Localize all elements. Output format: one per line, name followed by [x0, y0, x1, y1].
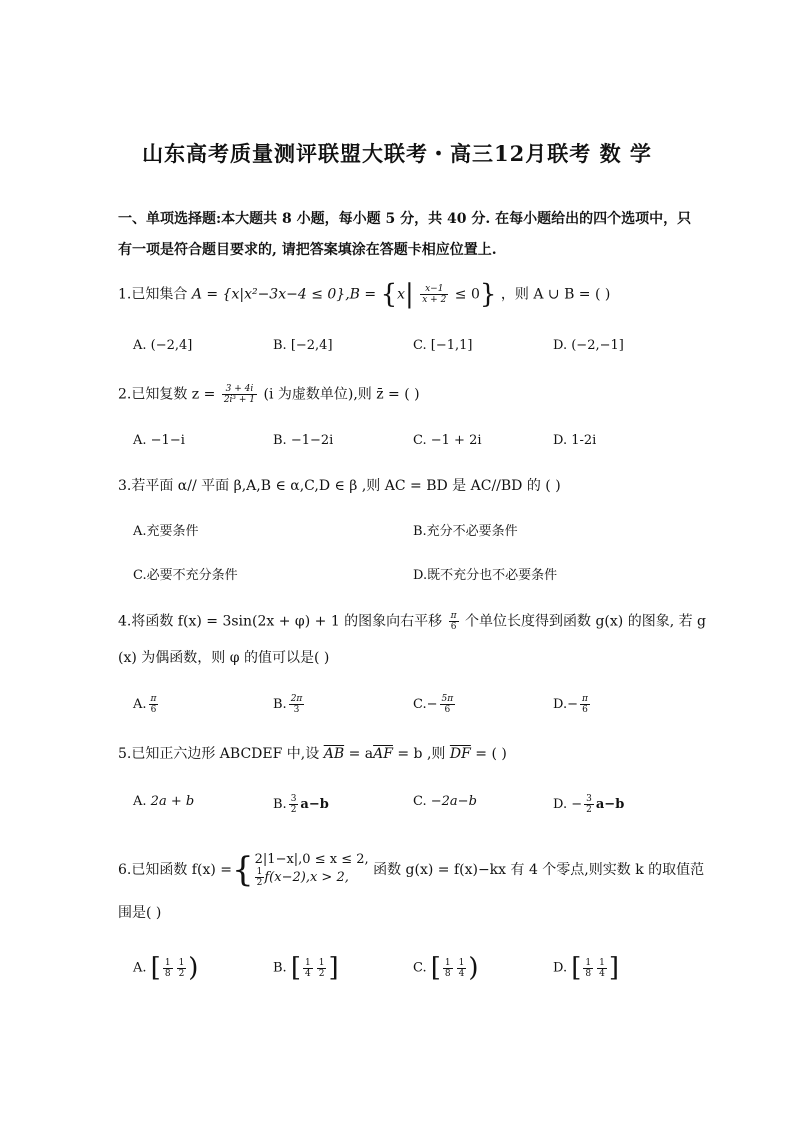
q1-suffix: ，则 A ∪ B = ( ) — [500, 286, 611, 303]
q2-option-b[interactable]: B. −1−2i — [273, 433, 334, 448]
q5-prefix: 5.已知正六边形 ABCDEF 中,设 — [118, 746, 320, 762]
q3-option-a[interactable]: A.充要条件 — [133, 524, 199, 539]
q5-mid2: = b ,则 — [397, 746, 446, 762]
q6-option-c[interactable]: C. [ $\frac{1}{8}$ $\frac{1}{4}$ ) — [413, 953, 479, 983]
question-4-line1 — [118, 611, 706, 632]
q6-piecewise-brace: { — [232, 850, 254, 890]
q2-fraction: $\frac{3 + 4i}{\text{2i³ + 1}}$ — [223, 384, 256, 405]
q1-set-a: A = {x|x²−3x−4 ≤ 0} — [191, 286, 346, 303]
q2-prefix: 2.已知复数 z = — [118, 386, 216, 403]
q3-option-d[interactable]: D.既不充分也不必要条件 — [413, 568, 558, 583]
q5-option-b[interactable]: B. $\frac{3}{2}$ a−b — [273, 794, 329, 815]
q6-piecewise — [255, 852, 369, 888]
question-1: 1.已知集合 A = {x|x²−3x−4 ≤ 0},B = {x| $\frac{x-1}{x + 2}$ ≤ 0} ，则 A ∪ B = ( ) — [118, 279, 611, 310]
q2-suffix: (i 为虚数单位),则 z̄ = ( ) — [263, 386, 420, 403]
question-5 — [118, 744, 507, 764]
q3-option-b[interactable]: B.充分不必要条件 — [413, 524, 518, 539]
question-4-line2: (x) 为偶函数，则 φ 的值可以是( ) — [118, 650, 330, 666]
q1-brace-open: { — [380, 279, 398, 310]
q2-option-d[interactable]: D. 1-2i — [553, 433, 597, 448]
q5-mid: = a — [348, 746, 374, 762]
q1-fraction: $\frac{x-1}{x + 2}$ — [422, 284, 447, 305]
q1-brace-close: } — [479, 279, 497, 310]
q3-option-c[interactable]: C.必要不充分条件 — [133, 568, 238, 583]
question-6-line1 — [118, 852, 704, 888]
q1-prefix: 1.已知集合 — [118, 286, 188, 303]
q1-option-b[interactable]: B. [−2,4] — [273, 338, 333, 353]
q4-option-b[interactable]: B. $\frac{2\pi}{3}$ — [273, 694, 303, 715]
question-6-line2: 围是( ) — [118, 905, 162, 921]
q1-option-d[interactable]: D. (−2,−1] — [553, 338, 624, 353]
question-3: 3.若平面 α// 平面 β,A,B ∈ α,C,D ∈ β ,则 AC = BD 是 AC//BD 的 ( ) — [118, 478, 561, 494]
q2-option-a[interactable]: A. −1−i — [133, 433, 185, 448]
q4-option-c[interactable]: C.− $\frac{5\pi}{6}$ — [413, 694, 454, 715]
q4-option-a[interactable]: A. $\frac{\pi}{6}$ — [133, 694, 157, 715]
q1-set-b-left: ,B = — [345, 286, 381, 303]
q5-vector-df: $\overline{DF}$ — [449, 746, 471, 762]
q1-option-c[interactable]: C. [−1,1] — [413, 338, 473, 353]
q6-piece-1: 2|1−x|,0 ≤ x ≤ 2, — [254, 852, 369, 867]
q5-suffix: = ( ) — [475, 746, 507, 762]
q4-line1-prefix: 4.将函数 f(x) = 3sin(2x + φ) + 1 的图象向右平移 — [118, 613, 443, 630]
q5-vector-af: $\overline{AF}$ — [373, 746, 393, 762]
q4-line1-suffix: 个单位长度得到函数 g(x) 的图象, 若 g — [465, 613, 707, 630]
page-title: 山东高考质量测评联盟大联考・高三12月联考 数 学 — [142, 141, 652, 166]
q5-option-c[interactable]: C. −2a−b — [413, 794, 477, 809]
q5-vector-ab: $\overline{AB}$ — [323, 746, 345, 762]
q6-piece-2: $\frac{1}{2}$ f(x−2),x > 2, — [256, 867, 349, 888]
section-heading-line1: 一、单项选择题:本大题共 8 小题，每小题 5 分，共 40 分. 在每小题给出的四个选项中，只 — [118, 211, 692, 227]
section-heading-line2: 有一项是符合题目要求的, 请把答案填涂在答题卡相应位置上. — [118, 242, 497, 258]
q4-shift-fraction: $\frac{\pi}{6}$ — [450, 611, 457, 632]
q6-option-a[interactable]: A. [ $\frac{1}{8}$ $\frac{1}{2}$ ) — [133, 953, 199, 983]
q2-option-c[interactable]: C. −1 + 2i — [413, 433, 482, 448]
q5-option-d[interactable]: D. − $\frac{3}{2}$ a−b — [553, 794, 625, 815]
q1-option-a[interactable]: A. (−2,4] — [133, 338, 193, 353]
q5-option-a[interactable]: A. 2a + b — [133, 794, 195, 809]
q1-bar: | — [405, 279, 414, 310]
q4-option-d[interactable]: D.− $\frac{\pi}{6}$ — [553, 694, 588, 715]
q6-option-b[interactable]: B. [ $\frac{1}{4}$ $\frac{1}{2}$ ] — [273, 953, 339, 983]
q1-set-b-right: ≤ 0 — [454, 286, 480, 303]
question-2 — [118, 384, 420, 405]
q6-suffix: 函数 g(x) = f(x)−kx 有 4 个零点,则实数 k 的取值范 — [373, 862, 705, 878]
q6-prefix: 6.已知函数 f(x) = — [118, 862, 232, 878]
q6-option-d[interactable]: D. [ $\frac{1}{8}$ $\frac{1}{4}$ ] — [553, 953, 620, 983]
